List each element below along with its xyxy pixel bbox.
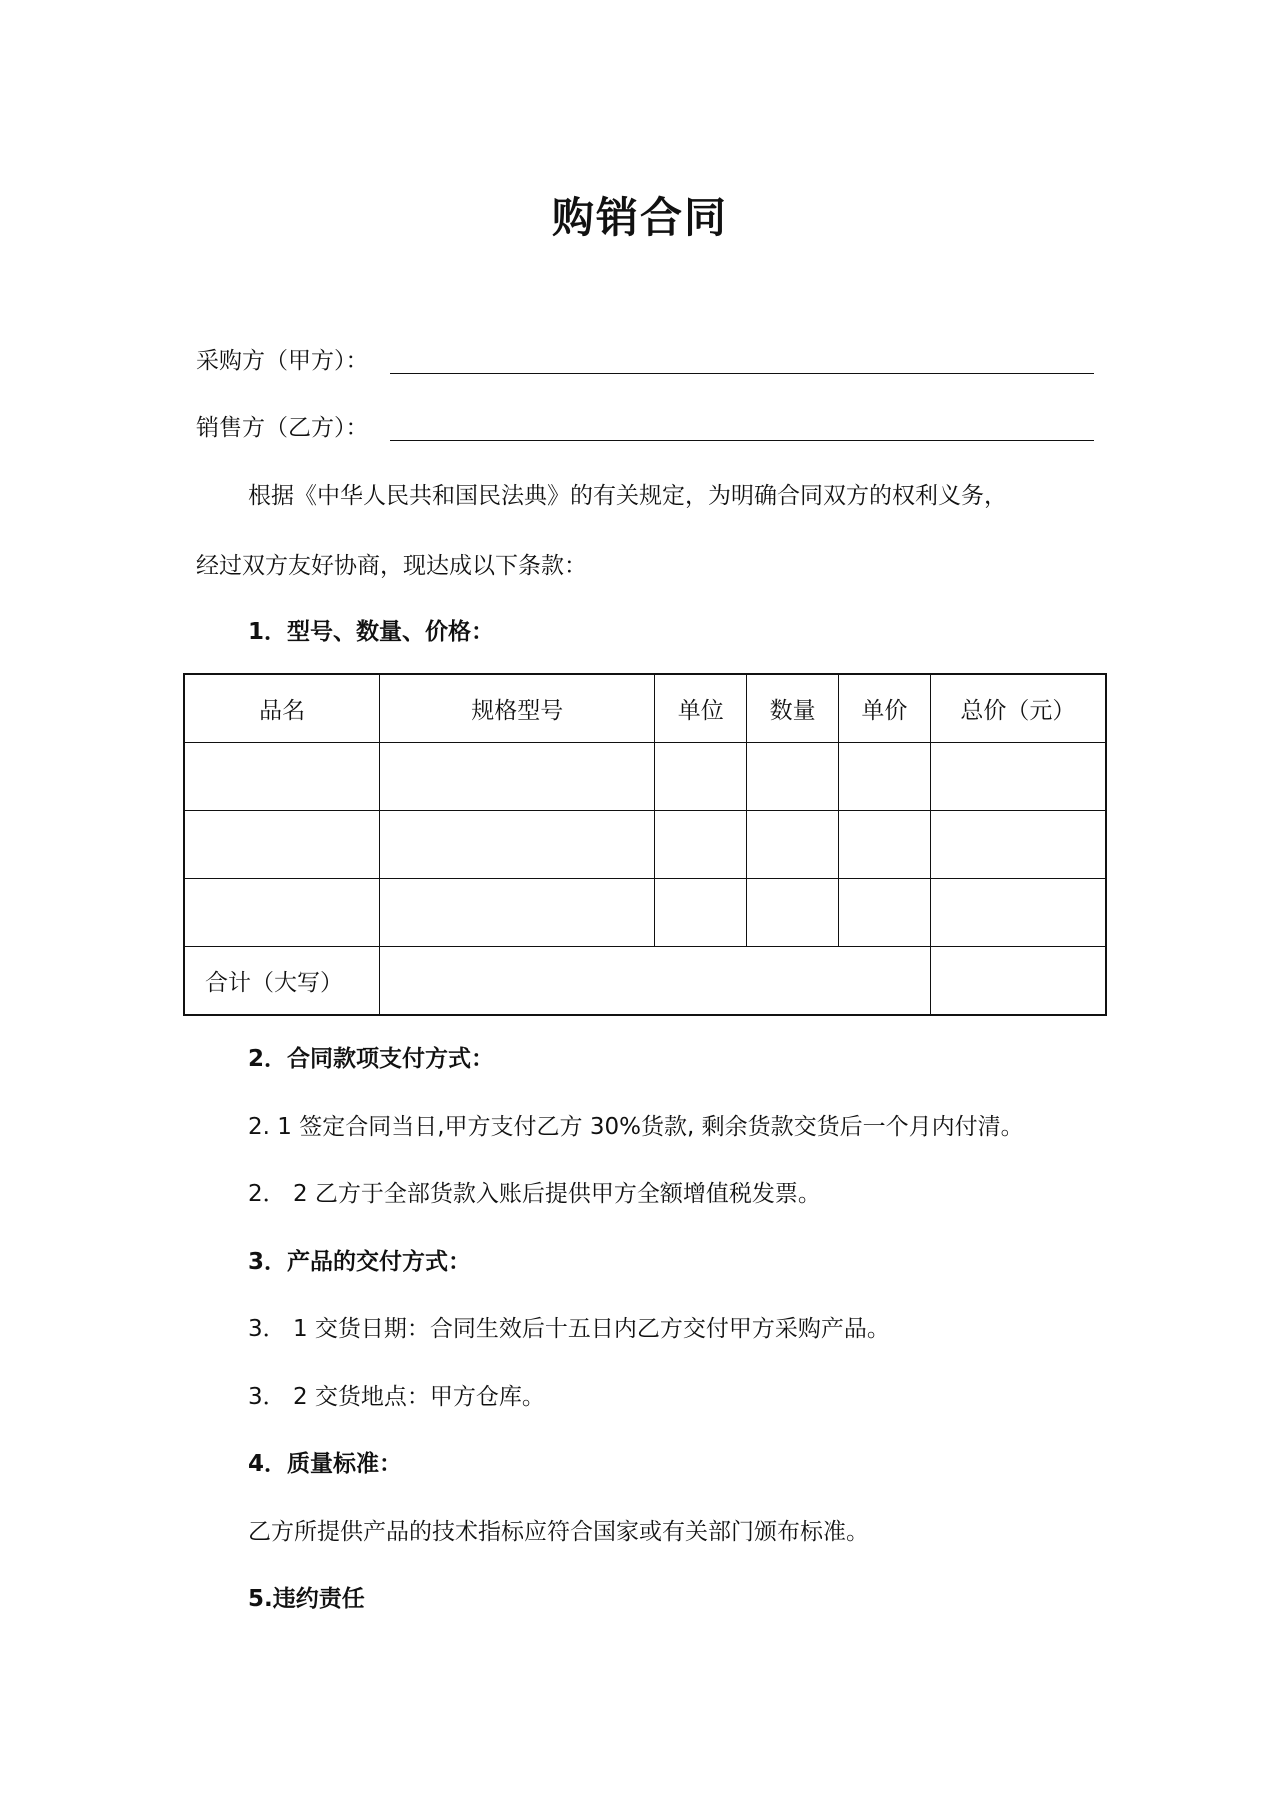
table-cell[interactable] <box>930 743 1106 811</box>
table-cell[interactable] <box>930 879 1106 947</box>
table-cell[interactable] <box>838 879 930 947</box>
document-title: 购销合同 <box>551 193 728 242</box>
total-label: 合计（大写） <box>184 947 380 1016</box>
section-5-heading: 5.违约责任 <box>248 1586 365 1612</box>
table-row <box>184 743 1106 811</box>
header-cell: 总价（元） <box>930 674 1106 743</box>
table-cell[interactable] <box>838 743 930 811</box>
table-cell[interactable] <box>838 811 930 879</box>
total-amount-words-cell[interactable] <box>380 947 931 1016</box>
header-cell: 数量 <box>747 674 839 743</box>
seller-label: 销售方（乙方）： <box>196 415 369 441</box>
table-header-row <box>184 674 1106 743</box>
section-4-text: 乙方所提供产品的技术指标应符合国家或有关部门颁布标准。 <box>248 1519 869 1545</box>
intro-line-1: 根据《中华人民共和国民法典》的有关规定，为明确合同双方的权利义务， <box>248 483 1007 509</box>
table-cell[interactable] <box>930 811 1106 879</box>
intro-line-2: 经过双方友好协商，现达成以下条款： <box>196 553 587 579</box>
header-cell: 单价 <box>838 674 930 743</box>
table-row <box>184 879 1106 947</box>
header-cell: 规格型号 <box>380 674 655 743</box>
table-cell[interactable] <box>184 743 380 811</box>
header-cell: 单位 <box>655 674 747 743</box>
table-cell[interactable] <box>380 811 655 879</box>
total-amount-cell[interactable] <box>930 947 1106 1016</box>
section-1-heading: 1．型号、数量、价格： <box>248 619 495 645</box>
table-cell[interactable] <box>747 879 839 947</box>
table-cell[interactable] <box>655 743 747 811</box>
table-cell[interactable] <box>184 811 380 879</box>
table-total-row <box>184 947 1106 1016</box>
table-cell[interactable] <box>380 743 655 811</box>
section-4-heading: 4．质量标准： <box>248 1451 403 1477</box>
table-cell[interactable] <box>655 879 747 947</box>
section-2-item-1: 2. 1 签定合同当日,甲方支付乙方 30%货款, 剩余货款交货后一个月内付清。 <box>248 1114 1024 1140</box>
table-row <box>184 811 1106 879</box>
table-cell[interactable] <box>747 743 839 811</box>
buyer-blank-line[interactable] <box>390 373 1094 374</box>
section-2-heading: 2．合同款项支付方式： <box>248 1046 495 1072</box>
table-cell[interactable] <box>655 811 747 879</box>
seller-blank-line[interactable] <box>390 440 1094 441</box>
product-table <box>183 673 1107 1016</box>
table-cell[interactable] <box>380 879 655 947</box>
section-3-item-2: 3． 2 交货地点：甲方仓库。 <box>248 1384 545 1410</box>
buyer-label: 采购方（甲方）： <box>196 348 369 374</box>
header-cell: 品名 <box>184 674 380 743</box>
section-3-item-1: 3． 1 交货日期：合同生效后十五日内乙方交付甲方采购产品。 <box>248 1316 890 1342</box>
section-3-heading: 3．产品的交付方式： <box>248 1249 472 1275</box>
table-cell[interactable] <box>184 879 380 947</box>
section-2-item-2: 2． 2 乙方于全部货款入账后提供甲方全额增值税发票。 <box>248 1181 821 1207</box>
table-cell[interactable] <box>747 811 839 879</box>
